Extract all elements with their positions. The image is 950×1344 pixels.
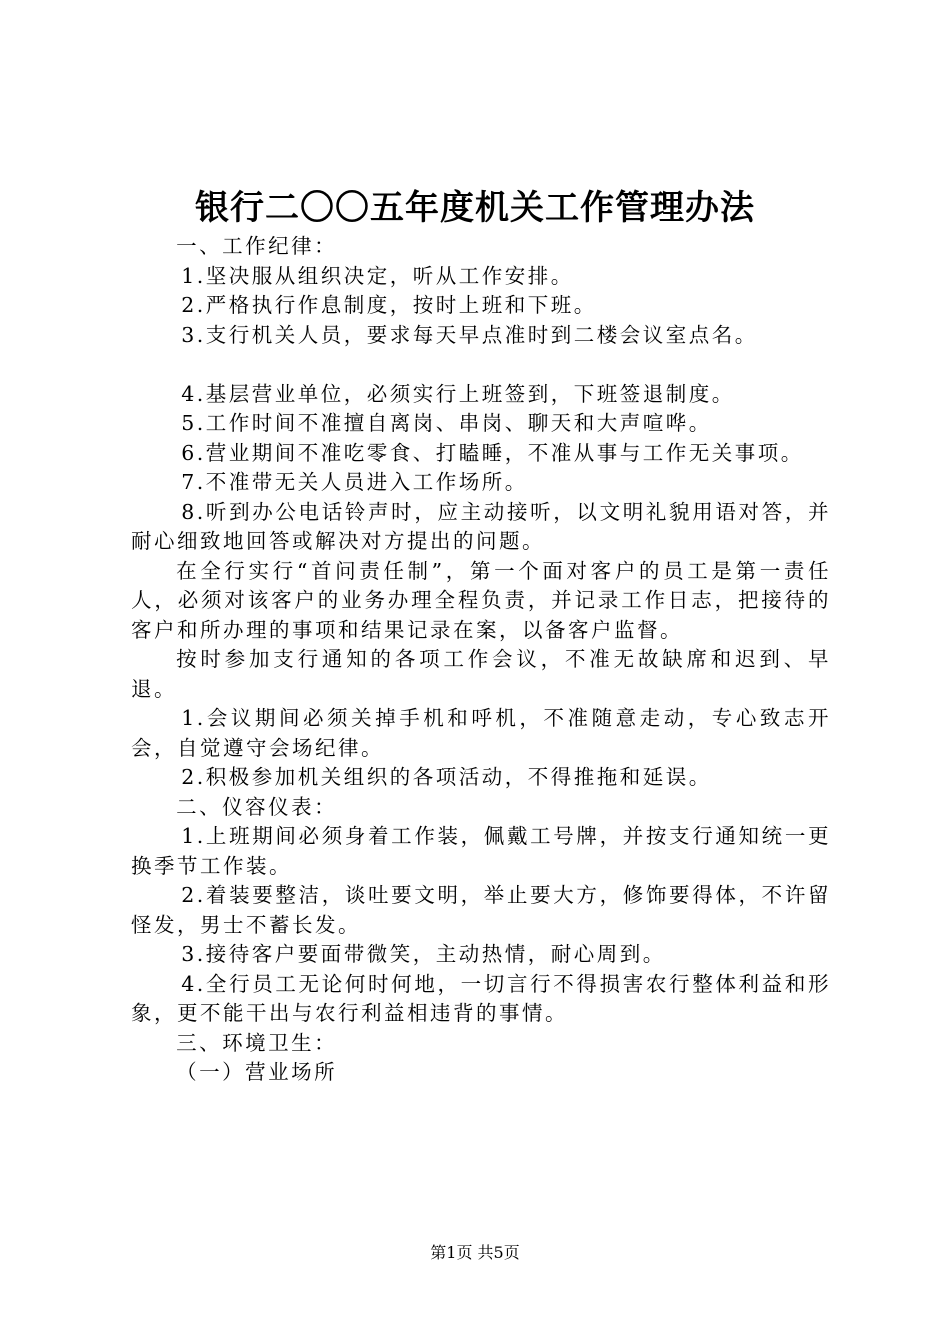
paragraph: 2.着装要整洁，谈吐要文明，举止要大方，修饰要得体，不许留怪发，男士不蓄长发。 [131,883,831,937]
paragraph: 2.积极参加机关组织的各项活动，不得推拖和延误。 [181,765,712,789]
subsection-heading-business-premises: （一）营业场所 [176,1060,338,1084]
paragraph: 6.营业期间不准吃零食、打瞌睡，不准从事与工作无关事项。 [181,440,804,465]
section-heading-appearance: 二、仪容仪表： [176,794,338,819]
paragraph: 按时参加支行通知的各项工作会议，不准无故缺席和迟到、早退。 [131,647,831,701]
paragraph: 2.严格执行作息制度，按时上班和下班。 [181,293,597,317]
paragraph: 1.坚决服从组织决定，听从工作安排。 [181,263,574,288]
paragraph: 3.接待客户要面带微笑，主动热情，耐心周到。 [181,942,666,966]
paragraph: 7.不准带无关人员进入工作场所。 [181,470,528,494]
paragraph: 3.支行机关人员，要求每天早点准时到二楼会议室点名。 [181,322,758,347]
document-body [131,232,831,1088]
paragraph: 4.全行员工无论何时何地，一切言行不得损害农行整体利益和形象，更不能干出与农行利益相违背的事情。 [131,971,831,1025]
paragraph: 8.听到办公电话铃声时，应主动接听，以文明礼貌用语对答，并耐心细致地回答或解决对方提出的问题。 [131,499,831,553]
section-heading-discipline: 一、工作纪律： [176,234,338,258]
paragraph: 在全行实行“首问责任制”，第一个面对客户的员工是第一责任人，必须对该客户的业务办理全程负责，并记录工作日志，把接待的客户和所办理的事项和结果记录在案，以备客户监督。 [131,558,831,642]
document-title: 银行二〇〇五年度机关工作管理办法 [195,188,755,228]
paragraph: 1.会议期间必须关掉手机和呼机，不准随意走动，专心致志开会，自觉遵守会场纪律。 [131,706,831,760]
page-number-footer: 第1页 共5页 [430,1243,520,1262]
section-heading-environment: 三、环境卫生： [176,1030,338,1055]
paragraph: 1.上班期间必须身着工作装，佩戴工号牌，并按支行通知统一更换季节工作装。 [131,824,831,878]
paragraph: 4.基层营业单位，必须实行上班签到，下班签退制度。 [181,381,735,406]
paragraph: 5.工作时间不准擅自离岗、串岗、聊天和大声喧哗。 [181,411,712,435]
